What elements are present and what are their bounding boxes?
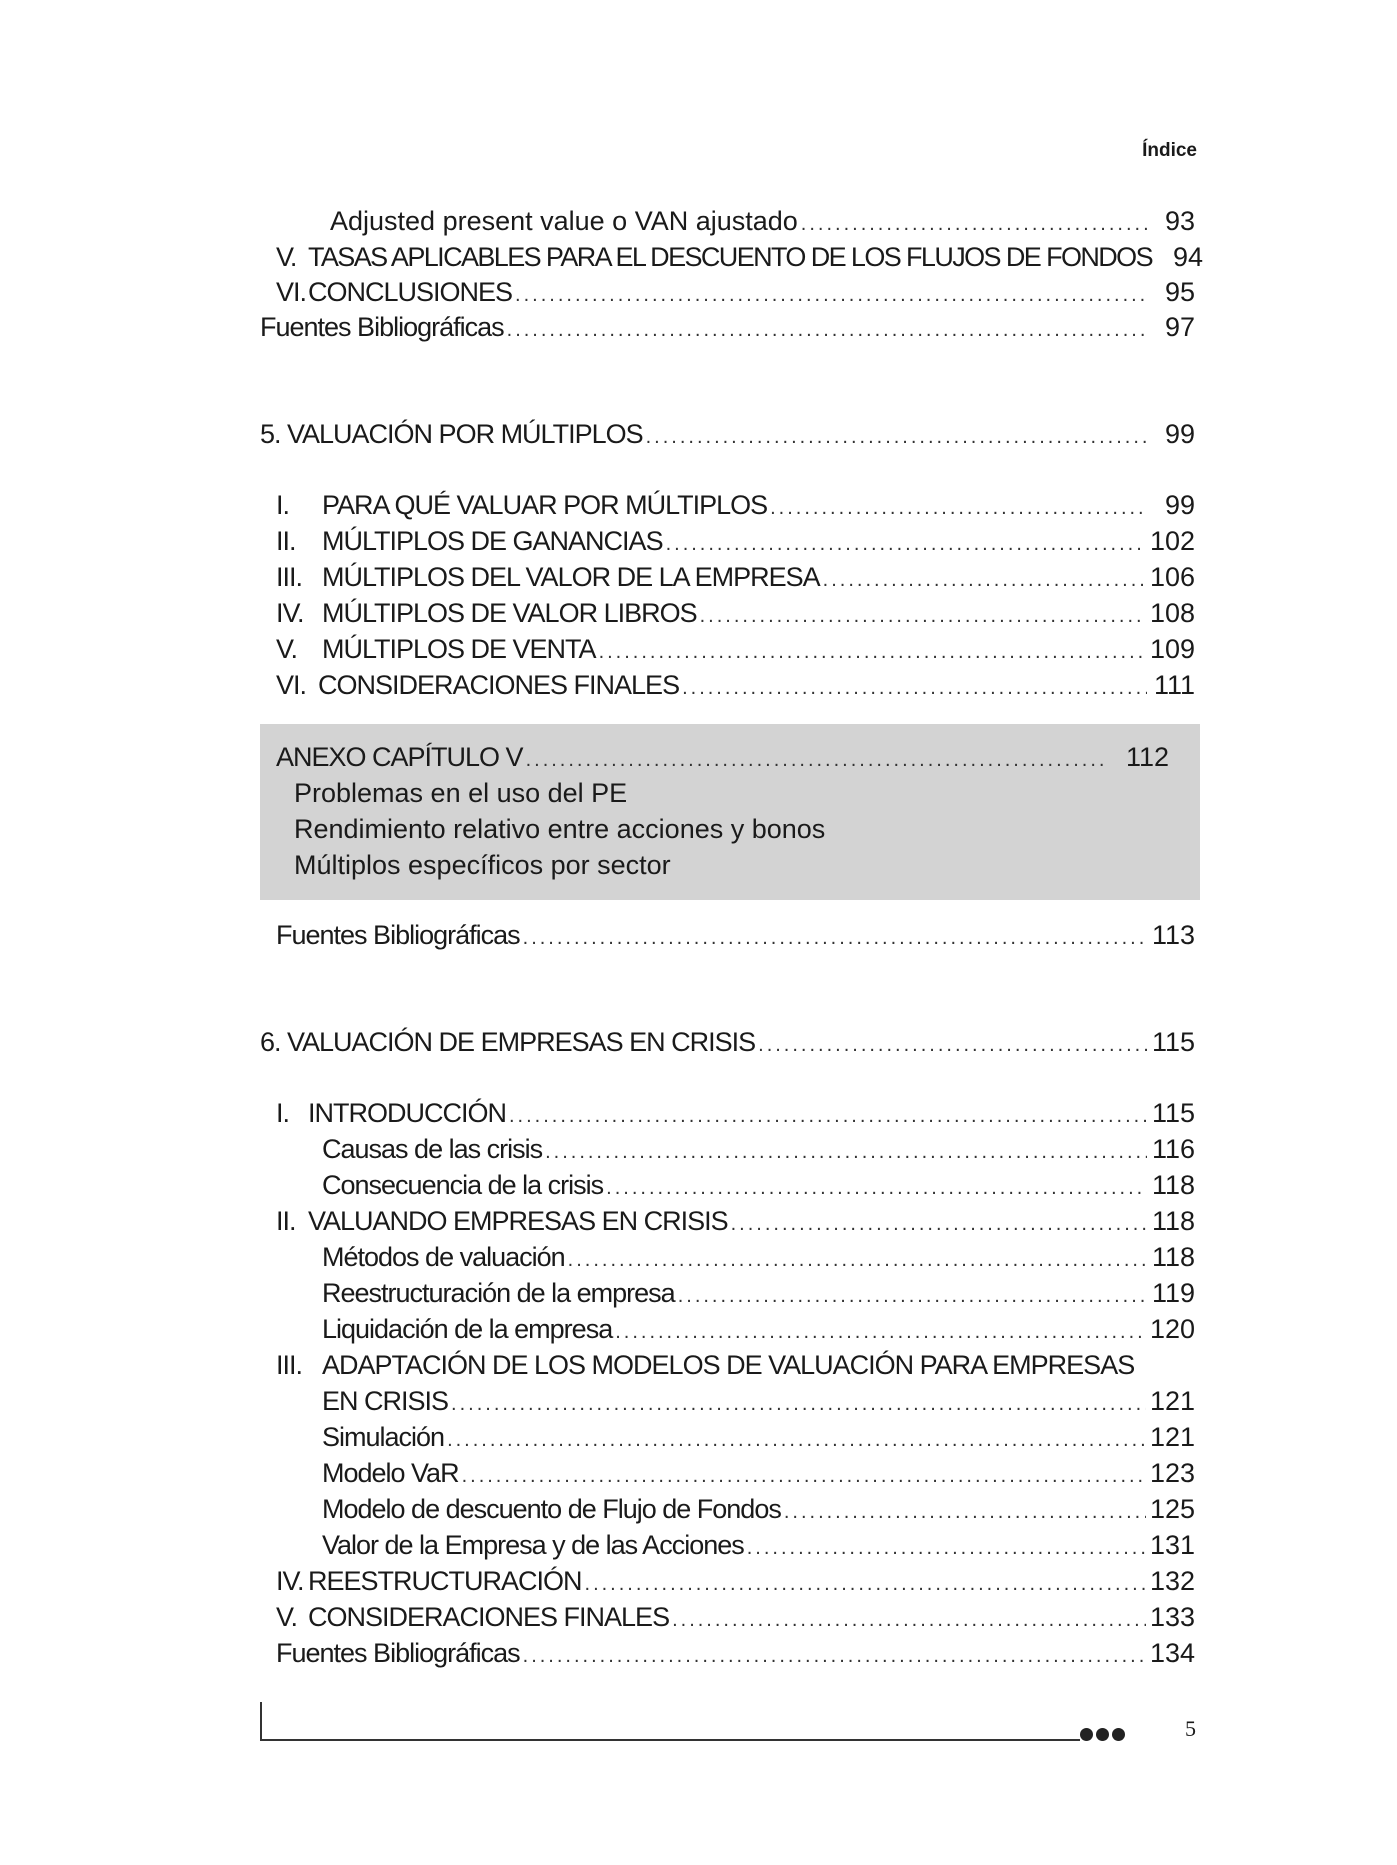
leader-dots — [801, 207, 1147, 241]
toc-entry-label: Consecuencia de la crisis — [322, 1170, 604, 1200]
toc-entry[interactable] — [260, 632, 1195, 666]
toc-entry[interactable] — [260, 1492, 1195, 1526]
toc-entry[interactable] — [260, 596, 1195, 630]
leader-dots — [568, 1243, 1147, 1277]
toc-entry-label: ADAPTACIÓN DE LOS MODELOS DE VALUACIÓN PARA EMPRESAS — [322, 1350, 1135, 1380]
toc-entry[interactable] — [260, 1420, 1195, 1454]
toc-entry-page: 111 — [1153, 670, 1195, 700]
leader-dots — [599, 635, 1146, 669]
toc-entry-page: 108 — [1149, 598, 1195, 628]
toc-entry-numeral: I. — [276, 1098, 290, 1128]
toc-entry-label: Valor de la Empresa y de las Acciones — [322, 1530, 744, 1560]
leader-dots — [509, 1099, 1147, 1133]
toc-entry[interactable] — [260, 560, 1195, 594]
toc-entry[interactable] — [260, 1600, 1195, 1634]
toc-entry[interactable] — [260, 310, 1195, 344]
leader-dots — [606, 1171, 1147, 1205]
leader-dots — [462, 1459, 1146, 1493]
annex-topic: Problemas en el uso del PE — [294, 778, 628, 808]
toc-entry[interactable] — [260, 240, 1203, 274]
toc-entry-page: 99 — [1164, 490, 1195, 520]
toc-entry-page: 115 — [1151, 1027, 1195, 1057]
toc-entry-page: 115 — [1151, 1098, 1195, 1128]
leader-dots — [523, 1639, 1146, 1673]
footer-rule-vertical — [260, 1702, 262, 1740]
toc-entry-page: 120 — [1149, 1314, 1195, 1344]
toc-entry[interactable] — [260, 1456, 1195, 1490]
leader-dots — [666, 527, 1146, 561]
toc-entry[interactable] — [260, 524, 1195, 558]
toc-entry-label: INTRODUCCIÓN — [308, 1098, 506, 1128]
leader-dots — [784, 1495, 1146, 1529]
leader-dots — [585, 1567, 1146, 1601]
toc-entry-label: Fuentes Bibliográficas — [276, 920, 520, 950]
toc-entry-numeral: VI. — [276, 277, 307, 307]
toc-entry-page: 106 — [1149, 562, 1195, 592]
toc-entry[interactable] — [260, 1636, 1195, 1670]
toc-entry[interactable] — [260, 1240, 1195, 1274]
leader-dots — [545, 1135, 1147, 1169]
page-header: Índice — [1142, 140, 1197, 161]
toc-entry-page: 118 — [1151, 1242, 1195, 1272]
toc-entry[interactable] — [260, 918, 1195, 952]
footer-rule — [260, 1739, 1080, 1741]
toc-entry-label: PARA QUÉ VALUAR POR MÚLTIPLOS — [322, 490, 768, 520]
leader-dots — [770, 491, 1147, 525]
toc-entry-numeral: II. — [276, 526, 296, 556]
toc-entry-page: 118 — [1151, 1206, 1195, 1236]
toc-entry[interactable] — [260, 668, 1195, 702]
toc-entry-page: 121 — [1149, 1386, 1195, 1416]
toc-entry-numeral: V. — [276, 1602, 298, 1632]
toc-entry[interactable] — [260, 1168, 1195, 1202]
toc-entry-page: 132 — [1149, 1566, 1195, 1596]
toc-entry-label: CONSIDERACIONES FINALES — [308, 1602, 670, 1632]
chapter-heading[interactable] — [260, 417, 1195, 451]
toc-entry-label: MÚLTIPLOS DE GANANCIAS — [322, 526, 663, 556]
toc-entry-numeral: III. — [276, 1350, 303, 1380]
toc-entry-label: Simulación — [322, 1422, 445, 1452]
toc-entry-label: MÚLTIPLOS DE VALOR LIBROS — [322, 598, 697, 628]
toc-entry-numeral: V. — [276, 242, 296, 272]
leader-dots — [678, 1279, 1147, 1313]
toc-entry-page: 121 — [1149, 1422, 1195, 1452]
toc-entry-label: Métodos de valuación — [322, 1242, 565, 1272]
leader-dots — [451, 1387, 1146, 1421]
toc-entry[interactable] — [260, 1384, 1195, 1418]
toc-entry-label: CONSIDERACIONES FINALES — [318, 670, 680, 700]
toc-entry-label: Causas de las crisis — [322, 1134, 543, 1164]
toc-entry-page: 118 — [1151, 1170, 1195, 1200]
leader-dots — [700, 599, 1146, 633]
annex-heading[interactable] — [260, 740, 1169, 774]
leader-dots — [758, 1028, 1147, 1062]
annex-topic: Múltiplos específicos por sector — [294, 850, 671, 880]
toc-entry-label: Modelo de descuento de Flujo de Fondos — [322, 1494, 781, 1524]
toc-entry[interactable] — [260, 1276, 1195, 1310]
toc-entry-label: CONCLUSIONES — [308, 277, 513, 307]
leader-dots — [823, 563, 1146, 597]
toc-entry-page: 94 — [1172, 242, 1203, 272]
toc-entry-page: 109 — [1149, 634, 1195, 664]
toc-entry-page: 123 — [1149, 1458, 1195, 1488]
toc-entry-page: 131 — [1149, 1530, 1195, 1560]
leader-dots — [515, 278, 1147, 312]
toc-entry[interactable] — [260, 1204, 1195, 1238]
toc-entry-label: MÚLTIPLOS DE VENTA — [322, 634, 596, 664]
toc-entry-numeral: IV. — [276, 1566, 304, 1596]
toc-entry-label: Reestructuración de la empresa — [322, 1278, 675, 1308]
toc-entry[interactable] — [260, 1312, 1195, 1346]
toc-entry-label: MÚLTIPLOS DEL VALOR DE LA EMPRESA — [322, 562, 820, 592]
toc-entry-label: TASAS APLICABLES PARA EL DESCUENTO DE LOS FLUJOS DE FONDOS — [308, 242, 1152, 272]
toc-entry-page: 113 — [1151, 920, 1195, 950]
chapter-title: 5. VALUACIÓN POR MÚLTIPLOS — [260, 419, 643, 449]
toc-entry-numeral: IV. — [276, 598, 304, 628]
toc-entry[interactable] — [260, 1564, 1195, 1598]
toc-entry-numeral: I. — [276, 490, 290, 520]
toc-entry[interactable] — [260, 1348, 1195, 1382]
toc-entry-label: Adjusted present value o VAN ajustado — [330, 206, 798, 236]
toc-entry-page: 112 — [1125, 742, 1169, 772]
toc-entry-page: 97 — [1164, 312, 1195, 342]
toc-entry-label: Fuentes Bibliográficas — [276, 1638, 520, 1668]
toc-entry-page: 102 — [1149, 526, 1195, 556]
annex-title: ANEXO CAPÍTULO V — [276, 742, 523, 772]
page-number: 5 — [1185, 1716, 1196, 1741]
leader-dots — [507, 313, 1147, 347]
leader-dots — [646, 420, 1147, 454]
annex-topic: Rendimiento relativo entre acciones y bonos — [294, 814, 826, 844]
toc-entry-page: 116 — [1151, 1134, 1195, 1164]
chapter-title: 6. VALUACIÓN DE EMPRESAS EN CRISIS — [260, 1027, 756, 1057]
toc-entry-page: 99 — [1164, 419, 1195, 449]
toc-entry-page: 93 — [1164, 206, 1195, 236]
leader-dots — [747, 1531, 1146, 1565]
leader-dots — [523, 921, 1147, 955]
footer-dots-icon — [1080, 1728, 1128, 1746]
toc-entry-numeral: VI. — [276, 670, 307, 700]
toc-entry-numeral: II. — [276, 1206, 296, 1236]
toc-entry-label: REESTRUCTURACIÓN — [308, 1566, 582, 1596]
toc-entry[interactable] — [260, 488, 1195, 522]
toc-entry-label: Fuentes Bibliográficas — [260, 312, 504, 342]
toc-entry[interactable] — [260, 1528, 1195, 1562]
toc-entry-page: 133 — [1149, 1602, 1195, 1632]
toc-entry[interactable] — [260, 204, 1195, 238]
toc-entry-page: 95 — [1164, 277, 1195, 307]
leader-dots — [682, 671, 1147, 705]
leader-dots — [615, 1315, 1146, 1349]
toc-entry-numeral: V. — [276, 634, 298, 664]
chapter-heading[interactable] — [260, 1025, 1195, 1059]
toc-entry-label: Liquidación de la empresa — [322, 1314, 613, 1344]
toc-entry-page: 134 — [1149, 1638, 1195, 1668]
leader-dots — [731, 1207, 1147, 1241]
toc-entry[interactable] — [260, 1096, 1195, 1130]
toc-entry-label: Modelo VaR — [322, 1458, 459, 1488]
toc-entry-page: 119 — [1151, 1278, 1195, 1308]
toc-entry[interactable] — [260, 275, 1195, 309]
toc-entry[interactable] — [260, 1132, 1195, 1166]
toc-entry-numeral: III. — [276, 562, 303, 592]
leader-dots — [526, 743, 1109, 777]
toc-entry-page: 125 — [1149, 1494, 1195, 1524]
toc-entry-label: EN CRISIS — [322, 1386, 449, 1416]
leader-dots — [672, 1603, 1146, 1637]
leader-dots — [447, 1423, 1146, 1457]
toc-entry-label: VALUANDO EMPRESAS EN CRISIS — [308, 1206, 728, 1236]
